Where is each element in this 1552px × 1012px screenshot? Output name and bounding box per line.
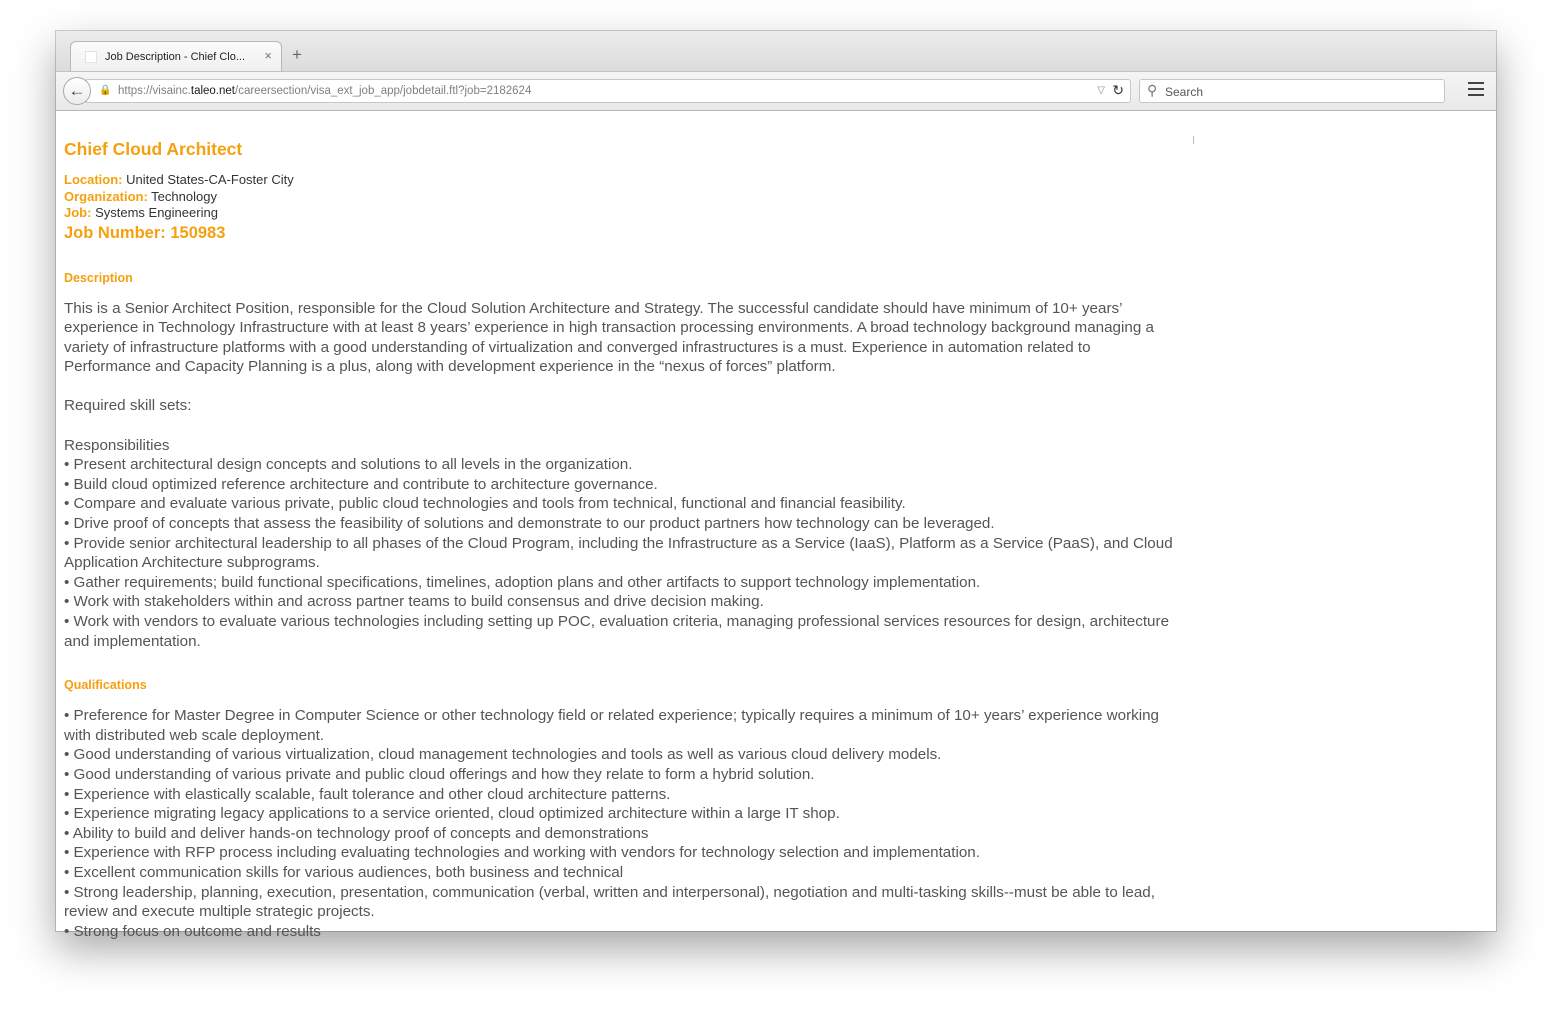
navigation-bar [56,71,1496,111]
search-input[interactable] [1139,79,1445,103]
list-item: • Experience migrating legacy applications to a service oriented, cloud optimized architecture within a large IT shop. [64,805,840,823]
description-heading: Description [64,270,133,285]
divider [1193,136,1194,144]
close-tab-icon[interactable]: × [264,48,272,63]
organization-value: Technology [151,188,217,204]
tab-title: Job Description - Chief Clo... [105,51,245,63]
job-row [64,205,1179,222]
list-item: • Ability to build and deliver hands-on technology proof of concepts and demonstrations [64,824,649,842]
url-text[interactable]: https://visainc.taleo.net/careersection/visa_ext_job_app/jobdetail.ftl?job=2182624 [118,85,532,97]
qualifications-heading: Qualifications [64,678,147,693]
address-bar[interactable] [86,79,1131,103]
search-icon: ⚲ [1147,82,1158,98]
new-tab-button[interactable]: + [292,45,302,64]
list-item: • Compare and evaluate various private, public cloud technologies and tools from technical, functional and financial feasibility. [64,495,906,513]
job-number: Job Number: 150983 [64,223,226,242]
reload-icon[interactable]: ↻ [1112,82,1124,98]
description-intro: This is a Senior Architect Position, responsible for the Cloud Solution Architecture and Strategy. The successful candidate should have minimum of 10+ years’ experience in Technology Infrastructure with at least 8 years’ experience in high transaction processing environments. A broad technology background managing a variety of infrastructure platforms with a good understanding of virtualization and converged infrastructures is a must. Experience in automation related to Performance and Capacity Planning is a plus, along with development experience in the “nexus of forces” platform. [64,299,1154,376]
job-detail [64,139,1179,941]
list-item: • Provide senior architectural leadership to all phases of the Cloud Program, including the Infrastructure as a Service (IaaS), Platform as a Service (PaaS), and Cloud Application Architecture subprograms. [64,534,1173,572]
tab-strip [56,31,1496,71]
organization-row [64,189,1179,206]
lock-icon: 🔒 [99,85,112,96]
list-item: • Work with vendors to evaluate various technologies including setting up POC, evaluation criteria, managing professional services resources for design, architecture and implementation. [64,613,1170,650]
list-item: • Work with stakeholders within and across partner teams to build consensus and drive decision making. [64,593,764,611]
job-label: Job: [64,205,92,220]
list-item: • Strong leadership, planning, execution, presentation, communication (verbal, written and interpersonal), negotiation and multi-tasking skills--must be able to lead, review and execute multiple strategic projects. [64,883,1155,921]
job-meta [64,172,1179,222]
location-row [64,172,1179,189]
list-item: • Experience with RFP process including evaluating technologies and working with vendors for technology selection and implementation. [64,844,980,862]
description-body [64,299,1179,652]
list-item: • Present architectural design concepts and solutions to all levels in the organization. [64,456,633,474]
list-item: • Preference for Master Degree in Computer Science or other technology field or related experience; typically requires a minimum of 10+ years’ experience working with distributed web scale deployment. [64,707,1159,744]
search-placeholder: Search [1165,85,1204,99]
list-item: • Build cloud optimized reference architecture and contribute to architecture governance. [64,475,658,493]
location-value: United States-CA-Foster City [126,172,294,187]
list-item: • Good understanding of various virtualization, cloud management technologies and tools as well as various cloud delivery models. [64,746,942,764]
tab-job-description[interactable] [70,41,282,71]
qualifications-body [64,706,1179,941]
history-dropdown-icon[interactable]: ▽ [1097,85,1105,96]
list-item: • Experience with elastically scalable, fault tolerance and other cloud architecture patterns. [64,785,671,803]
list-item: • Good understanding of various private and public cloud offerings and how they relate to form a hybrid solution. [64,765,815,783]
job-value: Systems Engineering [95,205,218,220]
location-label: Location: [64,172,123,187]
organization-label: Organization: [64,188,148,204]
list-item: • Excellent communication skills for various audiences, both business and technical [64,863,624,881]
page-content [56,111,1496,940]
back-button[interactable]: ← [63,77,91,105]
list-item: • Drive proof of concepts that assess the feasibility of solutions and demonstrate to our product partners how technology can be leveraged. [64,515,995,533]
responsibilities-heading: Responsibilities [64,436,170,454]
hamburger-menu-icon[interactable] [1468,82,1484,100]
browser-window [56,31,1496,940]
list-item: • Gather requirements; build functional specifications, timelines, adoption plans and other artifacts to support technology implementation. [64,573,981,591]
page-icon [85,51,97,63]
job-title: Chief Cloud Architect [64,139,243,159]
list-item: • Strong focus on outcome and results [64,922,321,940]
required-skills: Required skill sets: [64,397,192,415]
